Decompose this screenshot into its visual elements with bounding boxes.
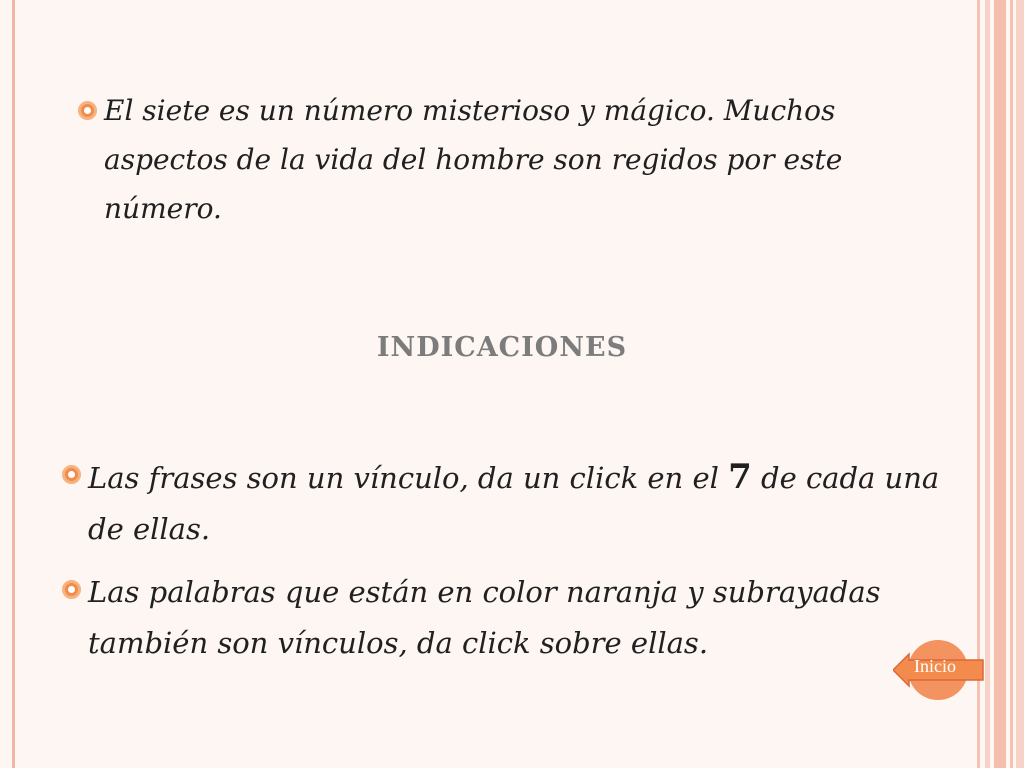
home-button-label: Inicio	[914, 656, 956, 676]
stripe	[1016, 0, 1024, 768]
seven-link[interactable]: 7	[728, 457, 752, 497]
instruction-1-text-end: de cada una de ellas.	[88, 461, 940, 546]
left-decorative-rule	[12, 0, 15, 768]
instruction-paragraph-1	[88, 452, 948, 555]
bullet-icon	[78, 101, 97, 120]
home-button[interactable]	[888, 640, 992, 702]
section-heading: INDICACIONES	[376, 332, 628, 363]
stripe	[994, 0, 1006, 768]
intro-paragraph: El siete es un número misterioso y mágico. Muchos aspectos de la vida del hombre son regidos por este número.	[104, 94, 843, 225]
stripe	[1010, 0, 1013, 768]
bullet-icon	[62, 580, 81, 599]
bullet-icon	[62, 465, 81, 484]
instruction-1-text-start: Las frases son un vínculo, da un click en el	[88, 461, 729, 495]
instruction-paragraph-2: Las palabras que están en color naranja y subrayadas también son vínculos, da click sobre ellas.	[88, 575, 881, 660]
